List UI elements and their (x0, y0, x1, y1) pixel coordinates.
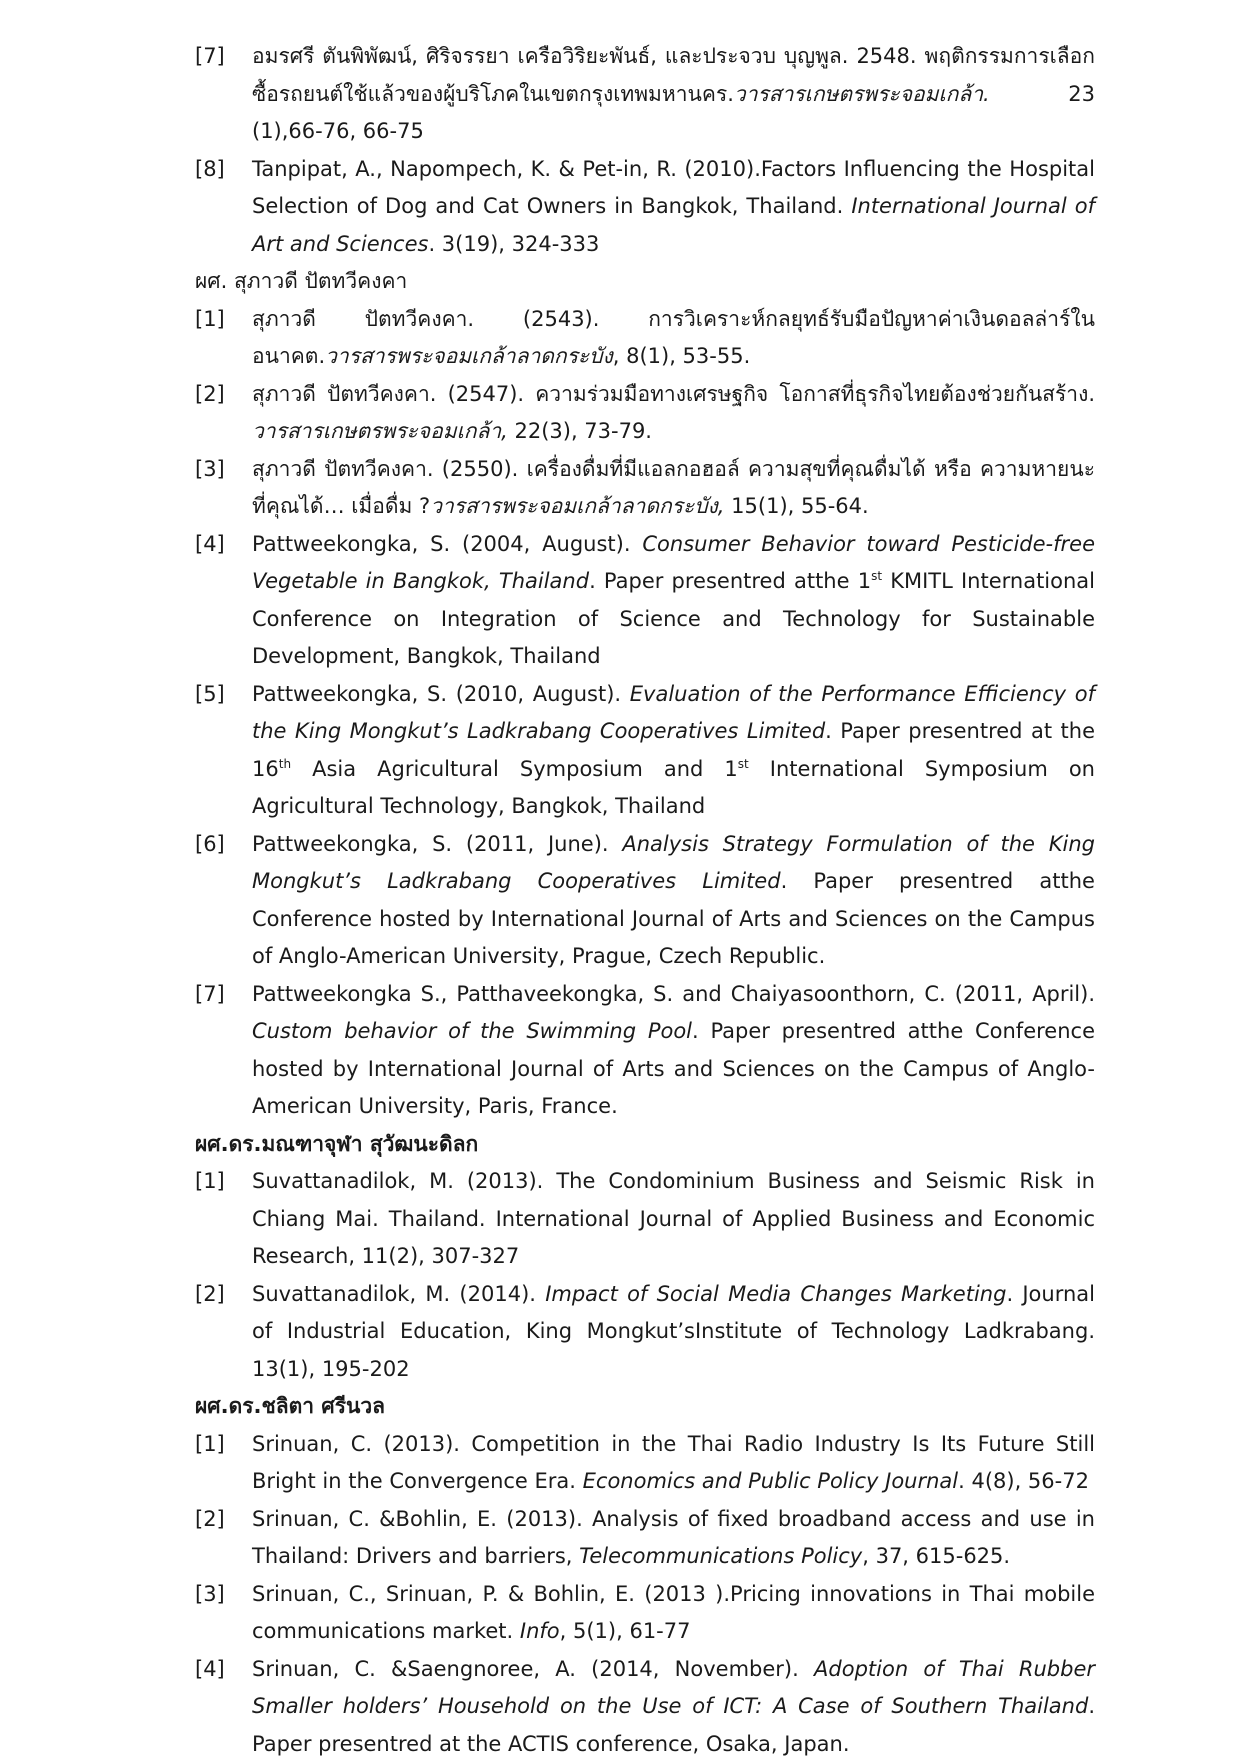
reference-text (252, 38, 1095, 151)
italic-title: Impact of Social Media Changes Marketing (545, 1282, 1006, 1306)
ordinal-superscript: th (279, 757, 291, 771)
reference-text (252, 1426, 1095, 1501)
italic-title: วารสารพระจอมเกล้าลาดกระบัง (325, 344, 613, 368)
ordinal-superscript: st (871, 569, 882, 583)
reference-number: [5] (195, 676, 225, 714)
author-section (195, 38, 1095, 263)
author-heading: ผศ.ดร.มณฑาจุฬา สุวัฒนะดิลก (195, 1126, 1095, 1164)
citation-text: Srinuan, C. &Saengnoree, A. (2014, November). (252, 1657, 814, 1681)
reference-number: [2] (195, 376, 225, 414)
citation-text: Pattweekongka, S. (2004, August). (252, 532, 642, 556)
citation-text: Srinuan, C. &Bohlin, E. (2013). Analysis of fixed broadband access and use in Thailand: Drivers and barriers, (252, 1507, 1095, 1569)
citation-text: International Symposium on Agricultural Technology, Bangkok, Thailand (252, 757, 1095, 819)
citation-text: สุภาวดี ปัตทวีคงคา. (2547). ความร่วมมือทางเศรษฐกิจ โอกาสที่ธุรกิจไทยต้องช่วยกันสร้าง. (252, 382, 1095, 406)
citation-text: Suvattanadilok, M. (2013). The Condominium Business and Seismic Risk in Chiang Mai. Thailand. International Journal of Applied Business and Economic Research, 11(2), 307-327 (252, 1169, 1095, 1268)
reference-entry (195, 1576, 1095, 1651)
reference-number: [3] (195, 451, 225, 489)
citation-text: Pattweekongka, S. (2011, June). (252, 832, 622, 856)
reference-text (252, 1501, 1095, 1576)
italic-title: Evaluation of the Performance Efficiency of the King Mongkut’s Ladkrabang Cooperatives Limited (252, 682, 1095, 744)
citation-text: . Paper presentred at the ACTIS conference, Osaka, Japan. (252, 1694, 1095, 1756)
reference-text (252, 451, 1095, 526)
reference-text (252, 301, 1095, 376)
citation-text: . 3(19), 324-333 (428, 232, 599, 256)
citation-text: KMITL International Conference on Integration of Science and Technology for Sustainable Development, Bangkok, Thailand (252, 569, 1095, 668)
italic-title: Analysis Strategy Formulation of the King Mongkut’s Ladkrabang Cooperatives Limited (252, 832, 1095, 894)
citation-text: 22(3), 73-79. (508, 419, 652, 443)
reference-number: [4] (195, 526, 225, 564)
reference-entry (195, 1651, 1095, 1763)
italic-title: Adoption of Thai Rubber Smaller holders’ Household on the Use of ICT: A Case of Southern Thailand (252, 1657, 1095, 1719)
citation-text: อมรศรี ตันพิพัฒน์, ศิริจรรยา เครือวิริยะพันธ์, และประจวบ บุญพูล. 2548. พฤติกรรมการเลือกซื้อรถยนต์ใช้แล้วของผู้บริโภคในเขตกรุงเทพมหานคร. (252, 44, 1095, 106)
citation-text: . Paper presentred at the 16 (252, 719, 1095, 781)
author-heading: ผศ.ดร.ชลิตา ศรีนวล (195, 1388, 1095, 1426)
citation-text: . 4(8), 56-72 (958, 1469, 1089, 1493)
reference-entry (195, 451, 1095, 526)
reference-list (195, 38, 1095, 1763)
italic-title: Info (520, 1619, 560, 1643)
citation-text: Pattweekongka S., Patthaveekongka, S. and Chaiyasoonthorn, C. (2011, April). (252, 982, 1095, 1006)
reference-entry (195, 1276, 1095, 1389)
citation-text: Suvattanadilok, M. (2014). (252, 1282, 545, 1306)
reference-text (252, 1576, 1095, 1651)
citation-text: Tanpipat, A., Napompech, K. & Pet-in, R. (2010).Factors Influencing the Hospital Selection of Dog and Cat Owners in Bangkok, Thailand. (252, 157, 1095, 219)
italic-title: Economics and Public Policy Journal (583, 1469, 958, 1493)
citation-text: . Paper presentred atthe Conference hosted by International Journal of Arts and Sciences on the Campus of Anglo-American University, Paris, France. (252, 1019, 1095, 1118)
citation-text: , 5(1), 61-77 (560, 1619, 691, 1643)
italic-title: Telecommunications Policy (579, 1544, 862, 1568)
italic-title: วารสารพระจอมเกล้าลาดกระบัง, (430, 494, 724, 518)
italic-title: วารสารเกษตรพระจอมเกล้า. (734, 82, 990, 106)
author-section (195, 1126, 1095, 1389)
reference-entry (195, 1426, 1095, 1501)
citation-text: , 37, 615-625. (862, 1544, 1010, 1568)
reference-entry (195, 301, 1095, 376)
citation-text: 23 (1),66-76, 66-75 (252, 82, 1095, 144)
citation-text: สุภาวดี ปัตทวีคงคา. (2550). เครื่องดื่มที่มีแอลกอฮอล์ ความสุขที่คุณดื่มได้ หรือ ความหายนะที่คุณได้… เมื่อดื่ม ? (252, 457, 1095, 519)
citation-text: Srinuan, C., Srinuan, P. & Bohlin, E. (2013 ).Pricing innovations in Thai mobile communications market. (252, 1582, 1095, 1644)
reference-number: [6] (195, 826, 225, 864)
citation-text: . Paper presentred atthe Conference hosted by International Journal of Arts and Sciences on the Campus of Anglo-American University, Prague, Czech Republic. (252, 869, 1095, 968)
reference-number: [7] (195, 976, 225, 1014)
author-section (195, 263, 1095, 1126)
italic-title: วารสารเกษตรพระจอมเกล้า, (252, 419, 508, 443)
reference-text (252, 1163, 1095, 1276)
reference-number: [2] (195, 1276, 225, 1314)
reference-text (252, 826, 1095, 976)
reference-entry (195, 976, 1095, 1126)
reference-text (252, 376, 1095, 451)
reference-entry (195, 151, 1095, 264)
citation-text: 15(1), 55-64. (725, 494, 869, 518)
reference-number: [4] (195, 1651, 225, 1689)
citation-text: . Paper presentred atthe 1 (589, 569, 871, 593)
reference-entry (195, 1501, 1095, 1576)
citation-text: , 8(1), 53-55. (613, 344, 751, 368)
reference-number: [2] (195, 1501, 225, 1539)
reference-number: [1] (195, 301, 225, 339)
citation-text: Asia Agricultural Symposium and 1 (291, 757, 738, 781)
citation-text: Pattweekongka, S. (2010, August). (252, 682, 630, 706)
reference-text (252, 1651, 1095, 1763)
reference-entry (195, 526, 1095, 676)
reference-entry (195, 676, 1095, 826)
italic-title: International Journal of Art and Sciences (252, 194, 1095, 256)
reference-text (252, 526, 1095, 676)
reference-number: [7] (195, 38, 225, 76)
reference-number: [8] (195, 151, 225, 189)
citation-text: . Journal of Industrial Education, King Mongkut’sInstitute of Technology Ladkrabang. 13(1), 195-202 (252, 1282, 1095, 1381)
citation-text: สุภาวดี ปัตทวีคงคา. (2543). การวิเคราะห์กลยุทธ์รับมือปัญหาค่าเงินดอลล่าร์ในอนาคต. (252, 307, 1095, 369)
ordinal-superscript: st (738, 757, 749, 771)
reference-entry (195, 826, 1095, 976)
reference-number: [3] (195, 1576, 225, 1614)
reference-text (252, 151, 1095, 264)
reference-number: [1] (195, 1163, 225, 1201)
italic-title: Custom behavior of the Swimming Pool (252, 1019, 692, 1043)
reference-entry (195, 38, 1095, 151)
reference-entry (195, 1163, 1095, 1276)
reference-text (252, 676, 1095, 826)
reference-number: [1] (195, 1426, 225, 1464)
reference-entry (195, 376, 1095, 451)
author-section (195, 1388, 1095, 1763)
author-heading: ผศ. สุภาวดี ปัตทวีคงคา (195, 263, 1095, 301)
reference-text (252, 1276, 1095, 1389)
reference-text (252, 976, 1095, 1126)
citation-text: Srinuan, C. (2013). Competition in the Thai Radio Industry Is Its Future Still Bright in the Convergence Era. (252, 1432, 1095, 1494)
italic-title: Consumer Behavior toward Pesticide-free Vegetable in Bangkok, Thailand (252, 532, 1095, 594)
